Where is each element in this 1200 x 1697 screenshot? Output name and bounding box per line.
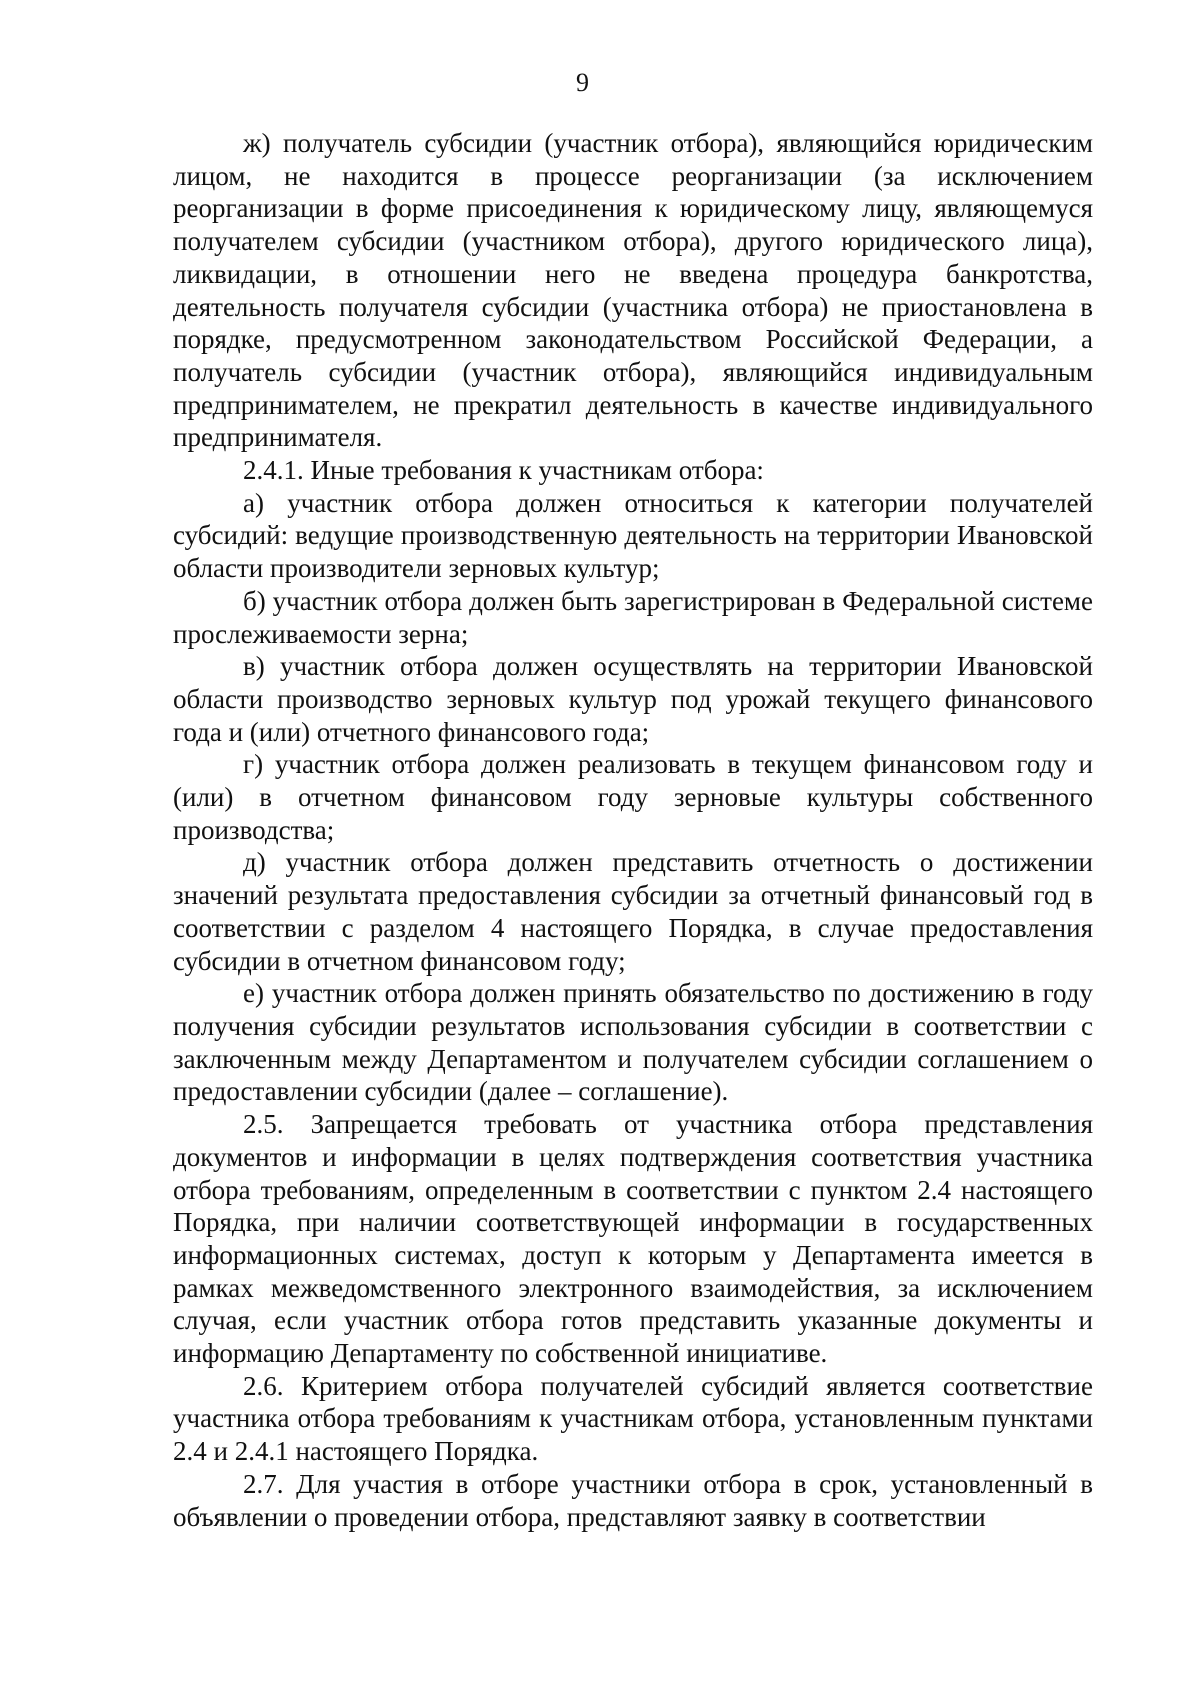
paragraph-d: д) участник отбора должен представить отчетность о достижении значений результата предоставления субсидии за отчетный финансовый год в соответствии с разделом 4 настоящего Порядка, в случае предоставления субсидии в отчетном финансовом году; — [173, 847, 1093, 976]
paragraph-2-4-1: 2.4.1. Иные требования к участникам отбора: — [243, 455, 764, 486]
paragraph-2-6: 2.6. Критерием отбора получателей субсидий является соответствие участника отбора требованиям к участникам отбора, установленным пунктами 2.4 и 2.4.1 настоящего Порядка. — [173, 1370, 1093, 1467]
paragraph-e: е) участник отбора должен принять обязательство по достижению в году получения субсидии результатов использования субсидии в соответствии с заключенным между Департаментом и получателем субсидии соглашением о предоставлении субсидии (далее – соглашение). — [173, 978, 1093, 1107]
paragraph-2-7: 2.7. Для участия в отборе участники отбора в срок, установленный в объявлении о проведении отбора, представляют заявку в соответствии — [173, 1468, 1093, 1532]
paragraph-2-5: 2.5. Запрещается требовать от участника отбора представления документов и информации в целях подтверждения соответствия участника отбора требованиям, определенным в соответствии с пунктом 2.4 настоящего Порядка, при наличии соответствующей информации в государственных информационных системах, доступ к которым у Департамента имеется в рамках межведомственного электронного взаимодействия, за исключением случая, если участник отбора готов представить указанные документы и информацию Департаменту по собственной инициативе. — [173, 1109, 1093, 1369]
paragraph-zh: ж) получатель субсидии (участник отбора), являющийся юридическим лицом, не находится в процессе реорганизации (за исключением реорганизации в форме присоединения к юридическому лицу, являющемуся получателем субсидии (участником отбора), другого юридического лица), ликвидации, в отношении него не введена процедура банкротства, деятельность получателя субсидии (участника отбора) не приостановлена в порядке, предусмотренном законодательством Российской Федерации, а получатель субсидии (участник отбора), являющийся индивидуальным предпринимателем, не прекратил деятельность в качестве индивидуального предпринимателя. — [173, 128, 1093, 453]
paragraph-g: г) участник отбора должен реализовать в текущем финансовом году и (или) в отчетном финансовом году зерновые культуры собственного производства; — [173, 749, 1093, 845]
paragraph-b: б) участник отбора должен быть зарегистрирован в Федеральной системе прослеживаемости зерна; — [173, 585, 1093, 649]
page-number: 9 — [576, 68, 589, 97]
paragraph-a: а) участник отбора должен относиться к категории получателей субсидий: ведущие производственную деятельность на территории Ивановской области производители зерновых культур; — [173, 487, 1093, 584]
document-body — [173, 127, 1093, 1533]
paragraph-v: в) участник отбора должен осуществлять на территории Ивановской области производство зерновых культур под урожай текущего финансового года и (или) отчетного финансового года; — [173, 651, 1093, 747]
